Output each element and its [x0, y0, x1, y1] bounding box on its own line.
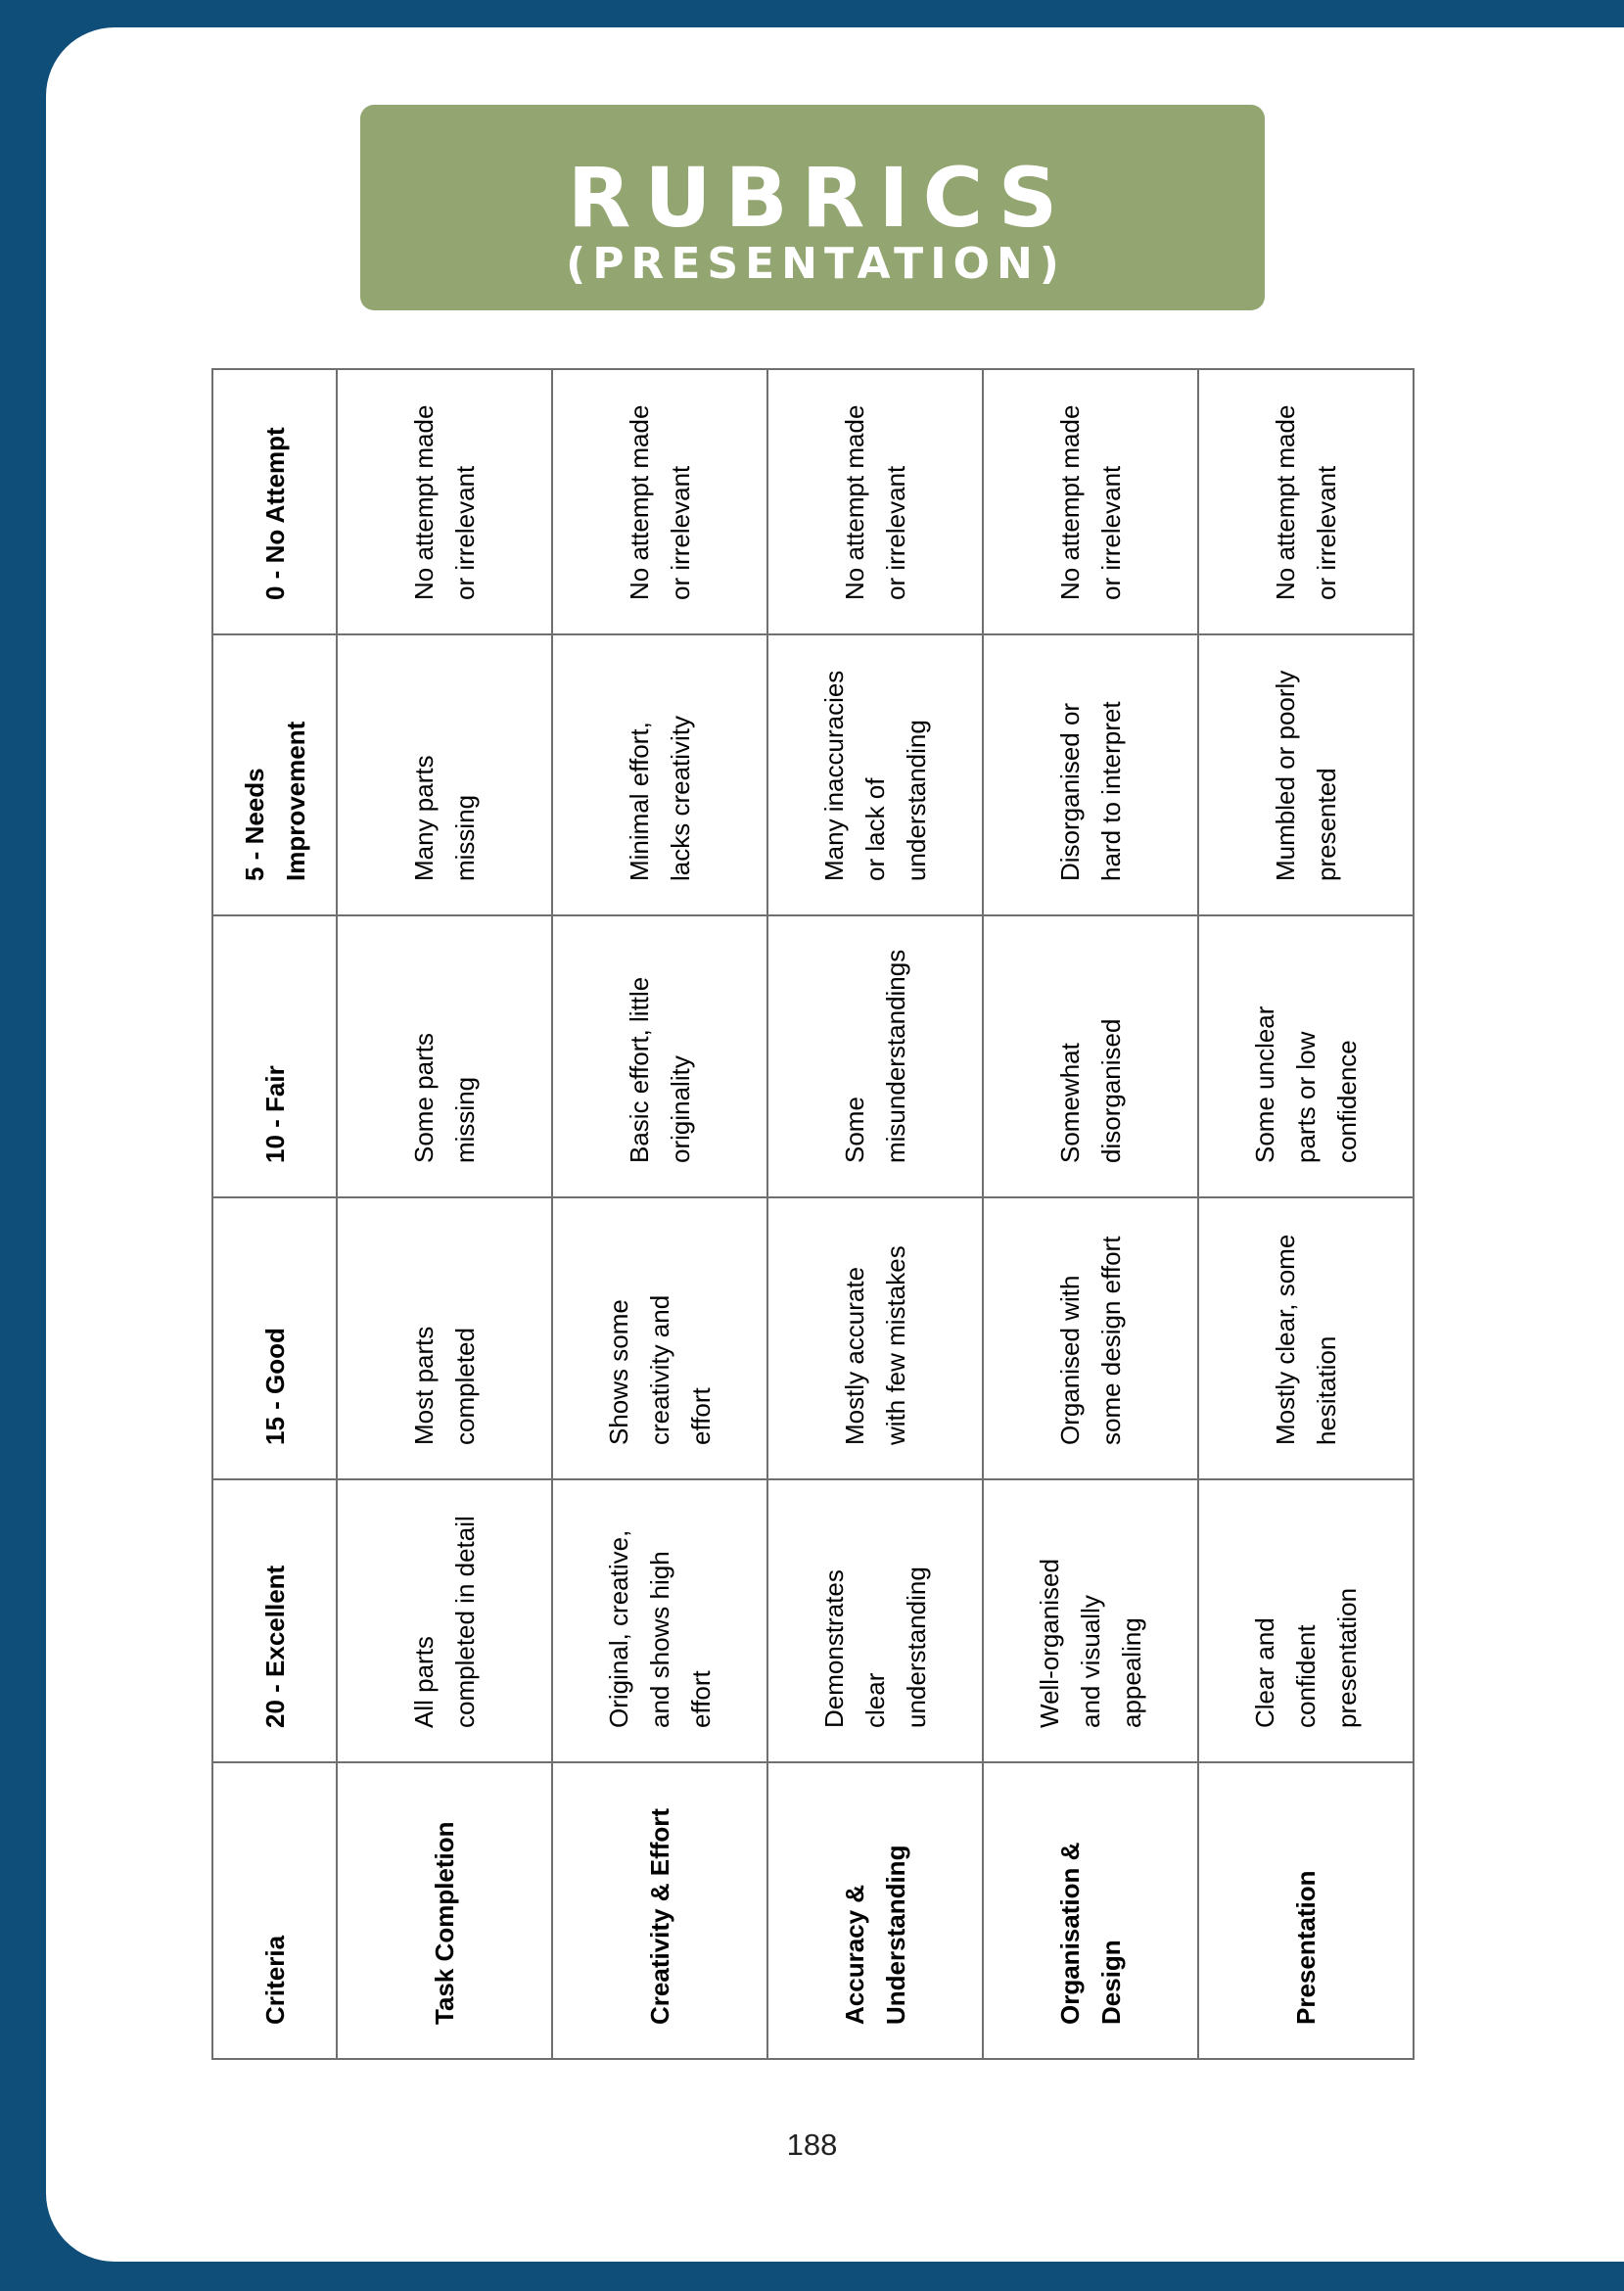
table-row: [1198, 369, 1414, 2059]
good-cell: Shows some creativity and effort: [552, 1197, 767, 1479]
title-banner: [360, 105, 1265, 310]
criteria-cell: Accuracy & Understanding: [767, 1762, 983, 2059]
good-cell: Organised with some design effort: [983, 1197, 1198, 1479]
criteria-cell: Organisation & Design: [983, 1762, 1198, 2059]
needs-improvement-cell: Minimal effort, lacks creativity: [552, 634, 767, 915]
good-cell: Most parts completed: [337, 1197, 552, 1479]
table-row: [337, 369, 552, 2059]
fair-cell: Some parts missing: [337, 915, 552, 1197]
excellent-cell: Well-organised and visually appealing: [983, 1479, 1198, 1762]
header-excellent: 20 - Excellent: [212, 1479, 337, 1762]
banner-subtitle: (PRESENTATION): [566, 239, 1066, 289]
criteria-cell: Creativity & Effort: [552, 1762, 767, 2059]
excellent-cell: Demonstrates clear understanding: [767, 1479, 983, 1762]
needs-improvement-cell: Many inaccuracies or lack of understanding: [767, 634, 983, 915]
header-no-attempt: 0 - No Attempt: [212, 369, 337, 634]
table-row: [767, 369, 983, 2059]
fair-cell: Some unclear parts or low confidence: [1198, 915, 1414, 1197]
header-row: [212, 369, 337, 2059]
excellent-cell: All parts completed in detail: [337, 1479, 552, 1762]
header-fair: 10 - Fair: [212, 915, 337, 1197]
needs-improvement-cell: Mumbled or poorly presented: [1198, 634, 1414, 915]
fair-cell: Somewhat disorganised: [983, 915, 1198, 1197]
fair-cell: Some misunderstandings: [767, 915, 983, 1197]
header-criteria: Criteria: [212, 1762, 337, 2059]
banner-title: RUBRICS: [567, 150, 1072, 246]
table-row: [552, 369, 767, 2059]
no-attempt-cell: No attempt made or irrelevant: [337, 369, 552, 634]
header-good: 15 - Good: [212, 1197, 337, 1479]
no-attempt-cell: No attempt made or irrelevant: [767, 369, 983, 634]
page-number: 188: [786, 2127, 838, 2162]
no-attempt-cell: No attempt made or irrelevant: [1198, 369, 1414, 634]
good-cell: Mostly accurate with few mistakes: [767, 1197, 983, 1479]
no-attempt-cell: No attempt made or irrelevant: [552, 369, 767, 634]
excellent-cell: Original, creative, and shows high effort: [552, 1479, 767, 1762]
needs-improvement-cell: Many parts missing: [337, 634, 552, 915]
criteria-cell: Presentation: [1198, 1762, 1414, 2059]
criteria-cell: Task Completion: [337, 1762, 552, 2059]
table-row: [983, 369, 1198, 2059]
excellent-cell: Clear and confident presentation: [1198, 1479, 1414, 1762]
header-needs-improvement: 5 - Needs Improvement: [212, 634, 337, 915]
no-attempt-cell: No attempt made or irrelevant: [983, 369, 1198, 634]
fair-cell: Basic effort, little originality: [552, 915, 767, 1197]
rubric-table: [211, 368, 1415, 2060]
needs-improvement-cell: Disorganised or hard to interpret: [983, 634, 1198, 915]
good-cell: Mostly clear, some hesitation: [1198, 1197, 1414, 1479]
